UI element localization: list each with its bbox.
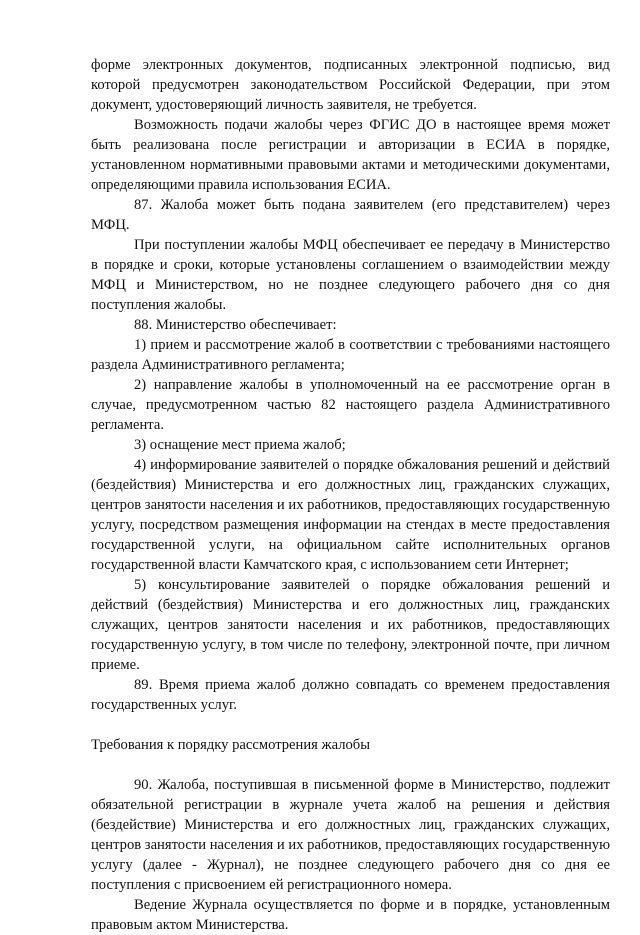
paragraph-continuation: форме электронных документов, подписанных электронной подписью, вид которой предусмотрен законодательством Российской Федерации, при этом документ, удостоверяющий личность заявителя, не требуется. bbox=[91, 57, 610, 113]
section-bottom bbox=[91, 775, 610, 935]
paragraph-journal: Ведение Журнала осуществляется по форме и в порядке, установленным правовым актом Министерства. bbox=[91, 897, 610, 933]
section-top bbox=[91, 55, 610, 715]
paragraph-89: 89. Время приема жалоб должно совпадать со временем предоставления государственных услуг. bbox=[91, 677, 610, 713]
list-item-88-1: 1) прием и рассмотрение жалоб в соответствии с требованиями настоящего раздела Административного регламента; bbox=[91, 337, 610, 373]
paragraph-88: 88. Министерство обеспечивает: bbox=[134, 317, 337, 333]
paragraph-fgis-do: Возможность подачи жалобы через ФГИС ДО в настоящее время может быть реализована после регистрации и авторизации в ЕСИА в порядке, установленном нормативными правовыми актами и методическими документами, определяющими правила использования ЕСИА. bbox=[91, 117, 610, 193]
document-page bbox=[91, 55, 610, 935]
list-item-88-4: 4) информирование заявителей о порядке обжалования решений и действий (бездействия) Министерства и его должностных лиц, гражданских служащих, центров занятости населения и их работников, предоставляющих государственную услугу, посредством размещения информации на стендах в месте предоставления государственной услуги, на официальном сайте исполнительных органов государственной власти Камчатского края, с использованием сети Интернет; bbox=[91, 457, 610, 573]
paragraph-90: 90. Жалоба, поступившая в письменной форме в Министерство, подлежит обязательной регистрации в журнале учета жалоб на решения и действия (бездействие) Министерства и его должностных лиц, гражданских служащих, центров занятости населения и их работников, предоставляющих государственную услугу (далее - Журнал), не позднее следующего рабочего дня со дня ее поступления с присвоением ей регистрационного номера. bbox=[91, 777, 610, 893]
list-item-88-2: 2) направление жалобы в уполномоченный на ее рассмотрение орган в случае, предусмотренном частью 82 настоящего раздела Административного регламента. bbox=[91, 377, 610, 433]
list-item-88-3: 3) оснащение мест приема жалоб; bbox=[134, 437, 346, 453]
paragraph-mfc-transfer: При поступлении жалобы МФЦ обеспечивает ее передачу в Министерство в порядке и сроки, которые установлены соглашением о взаимодействии между МФЦ и Министерством, но не позднее следующего рабочего дня со дня поступления жалобы. bbox=[91, 237, 610, 313]
section-heading: Требования к порядку рассмотрения жалобы bbox=[91, 737, 370, 753]
list-item-88-5: 5) консультирование заявителей о порядке обжалования решений и действий (бездействия) Министерства и его должностных лиц, гражданских служащих, центров занятости населения и их работников, предоставляющих государственную услугу, в том числе по телефону, электронной почте, при личном приеме. bbox=[91, 577, 610, 673]
paragraph-87: 87. Жалоба может быть подана заявителем (его представителем) через МФЦ. bbox=[91, 197, 610, 233]
